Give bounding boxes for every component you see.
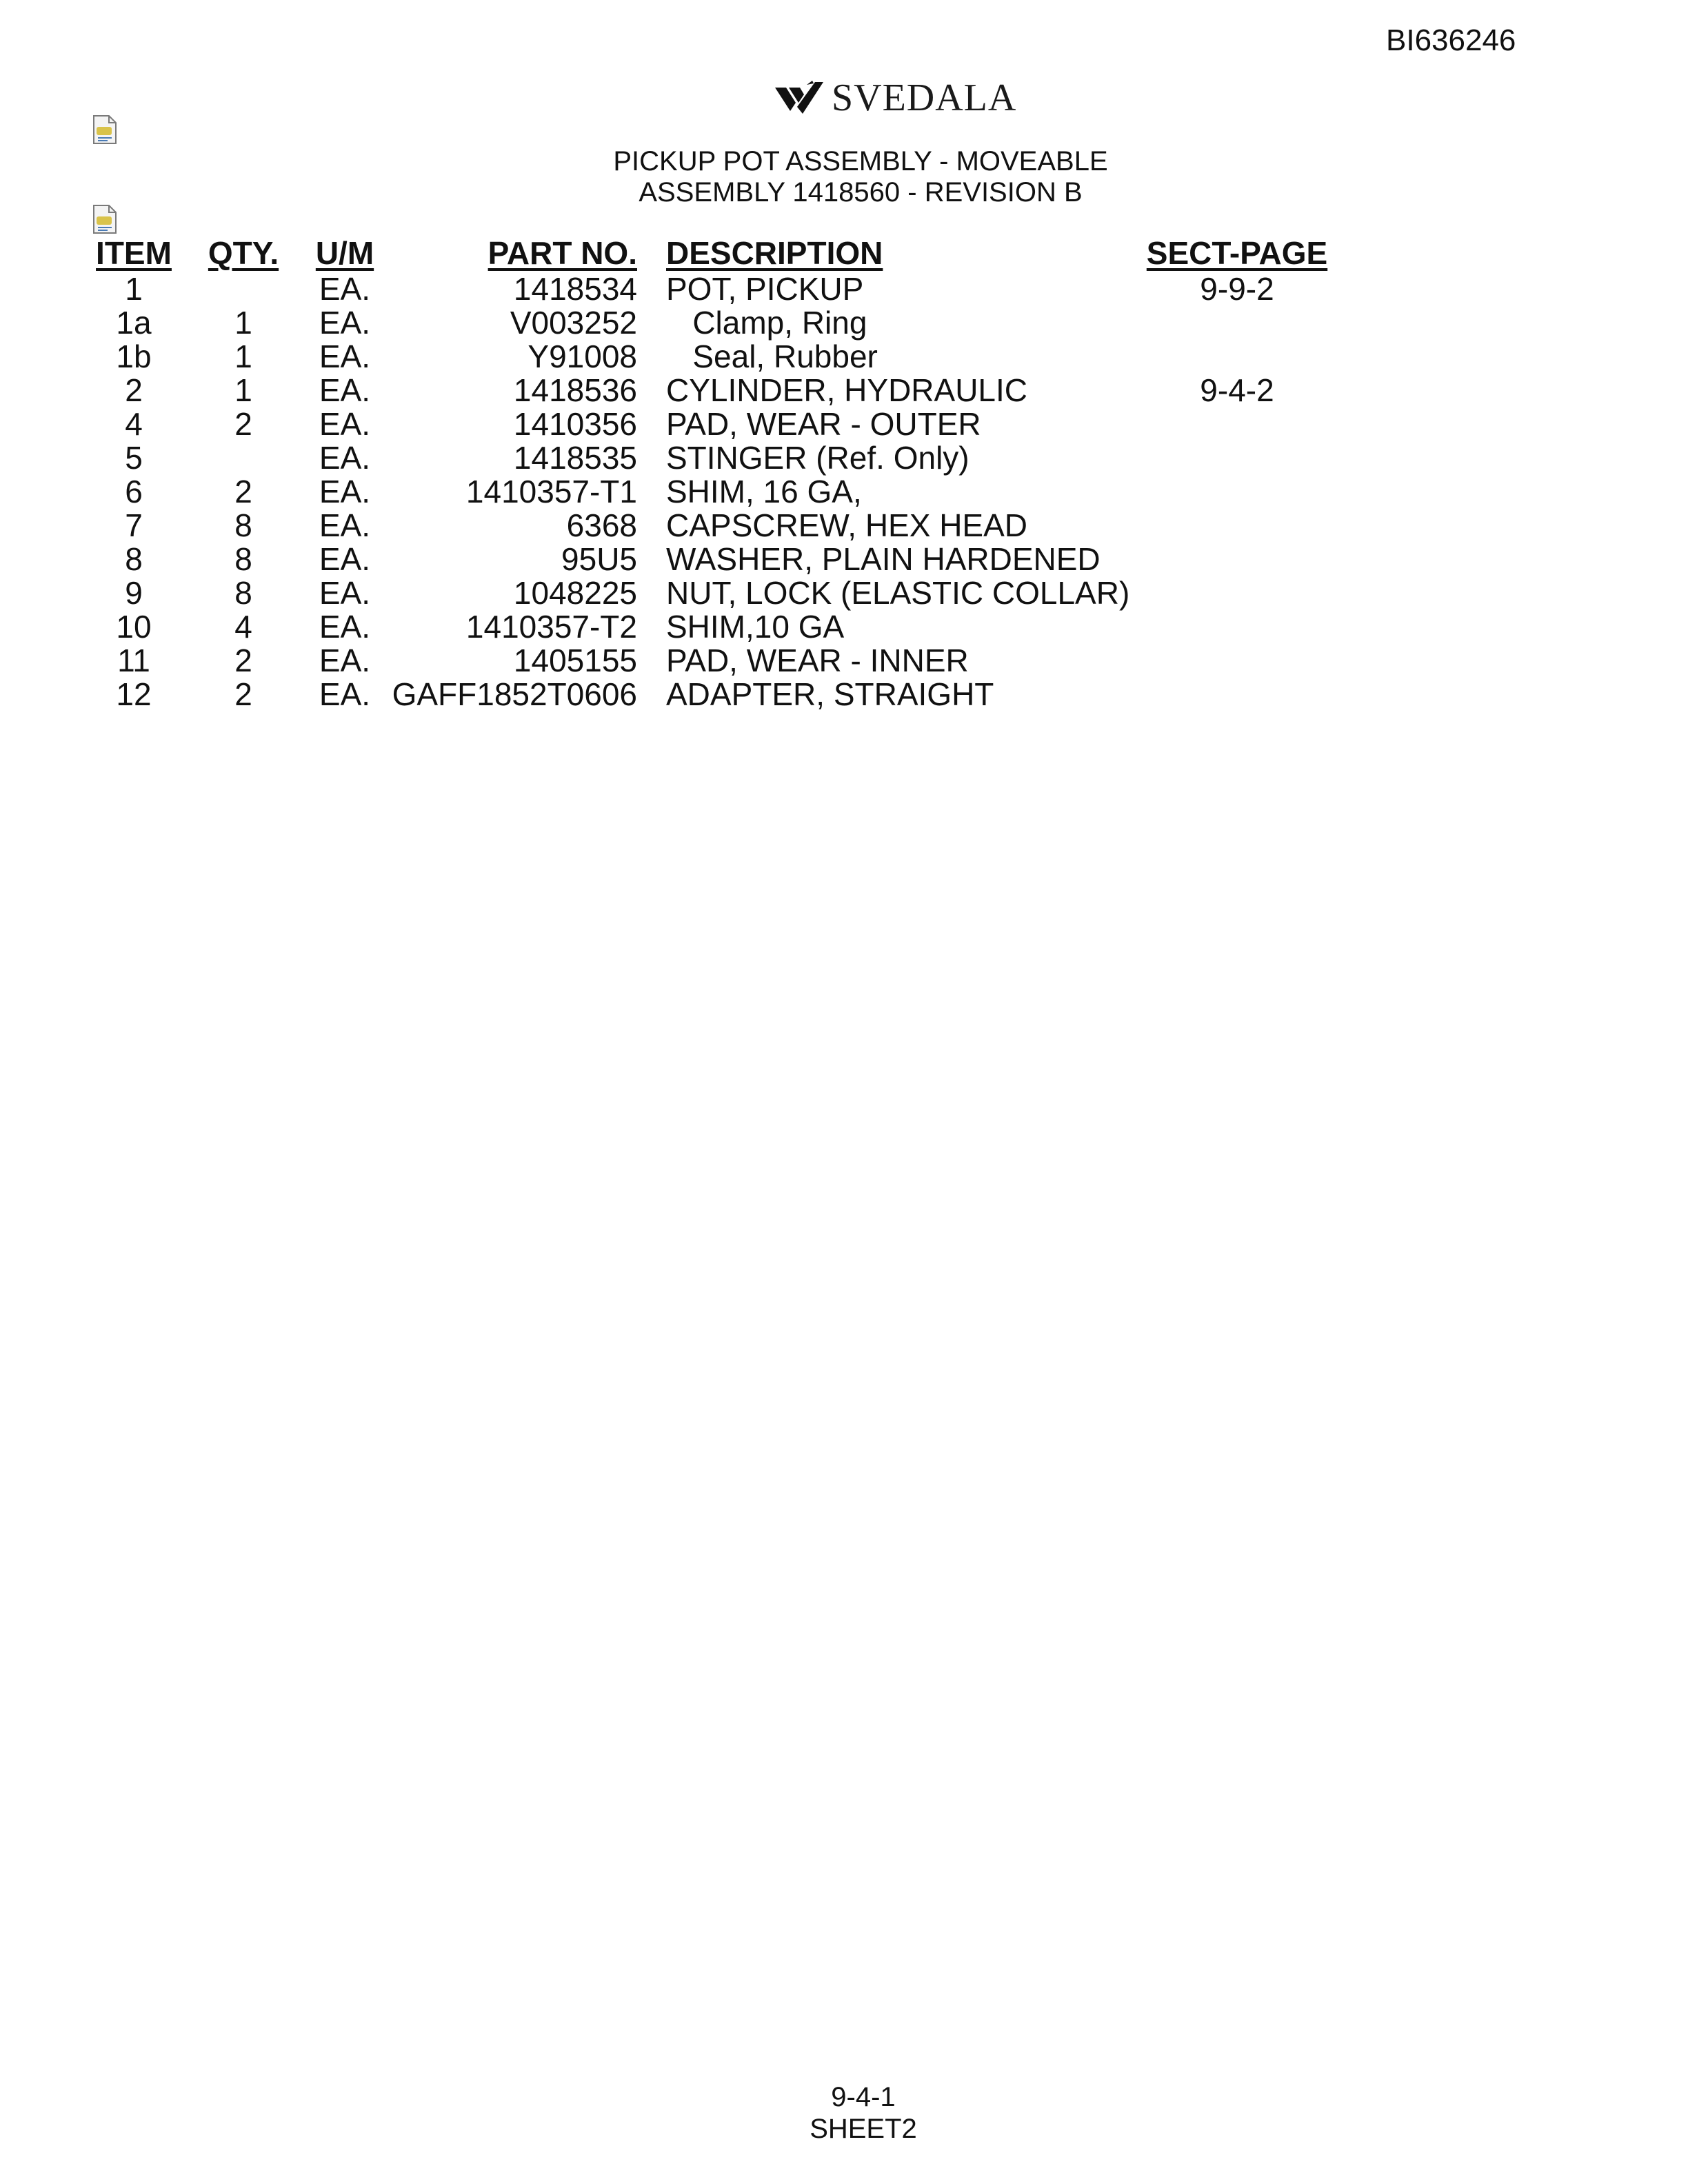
cell-item: 5 xyxy=(125,440,143,476)
cell-um: EA. xyxy=(319,609,371,645)
cell-part-no: 1410356 xyxy=(513,406,637,442)
header-sect-page: SECT-PAGE xyxy=(1146,235,1328,271)
cell-item: 9 xyxy=(125,575,143,611)
cell-part-no: 1405155 xyxy=(513,643,637,678)
cell-part-no: 95U5 xyxy=(561,541,637,577)
cell-um: EA. xyxy=(319,676,371,712)
cell-description: STINGER (Ref. Only) xyxy=(666,440,969,476)
cell-qty: 8 xyxy=(234,507,252,543)
cell-qty: 2 xyxy=(234,406,252,442)
cell-um: EA. xyxy=(319,541,371,577)
cell-qty: 2 xyxy=(234,676,252,712)
cell-description: WASHER, PLAIN HARDENED xyxy=(666,541,1101,577)
cell-item: 11 xyxy=(117,643,150,678)
cell-qty: 2 xyxy=(234,643,252,678)
cell-item: 7 xyxy=(125,507,143,543)
header-description: DESCRIPTION xyxy=(666,235,883,271)
cell-description: POT, PICKUP xyxy=(666,271,864,307)
cell-description: Clamp, Ring xyxy=(666,305,867,341)
cell-part-no: 1410357-T1 xyxy=(465,474,637,509)
title-line-1: PICKUP POT ASSEMBLY - MOVEABLE xyxy=(613,146,1108,176)
cell-part-no: V003252 xyxy=(510,305,637,341)
cell-um: EA. xyxy=(319,507,371,543)
cell-item: 6 xyxy=(125,474,143,509)
document-icon xyxy=(91,204,119,234)
cell-description: SHIM, 16 GA, xyxy=(666,474,862,509)
cell-description: CAPSCREW, HEX HEAD xyxy=(666,507,1027,543)
cell-item: 12 xyxy=(116,676,152,712)
cell-item: 1b xyxy=(116,338,152,374)
cell-part-no: 1410357-T2 xyxy=(465,609,637,645)
cell-description: NUT, LOCK (ELASTIC COLLAR) xyxy=(666,575,1130,611)
cell-description: PAD, WEAR - INNER xyxy=(666,643,969,678)
cell-description: SHIM,10 GA xyxy=(666,609,845,645)
header-um: U/M xyxy=(315,235,374,271)
cell-um: EA. xyxy=(319,440,371,476)
cell-qty: 1 xyxy=(234,305,252,341)
cell-description: Seal, Rubber xyxy=(666,338,878,374)
cell-um: EA. xyxy=(319,305,371,341)
cell-item: 10 xyxy=(116,609,152,645)
cell-item: 1a xyxy=(116,305,152,341)
footer-sheet: SHEET2 xyxy=(810,2114,917,2144)
document-id: BI636246 xyxy=(1386,23,1516,57)
cell-um: EA. xyxy=(319,575,371,611)
document-icon xyxy=(91,114,119,145)
header-item: ITEM xyxy=(96,235,172,271)
cell-part-no: Y91008 xyxy=(528,338,637,374)
cell-item: 2 xyxy=(125,372,143,408)
cell-description: CYLINDER, HYDRAULIC xyxy=(666,372,1027,408)
cell-um: EA. xyxy=(319,338,371,374)
cell-um: EA. xyxy=(319,474,371,509)
title-line-2: ASSEMBLY 1418560 - REVISION B xyxy=(639,177,1083,208)
cell-part-no: 1048225 xyxy=(513,575,637,611)
cell-qty: 4 xyxy=(234,609,252,645)
cell-part-no: 1418534 xyxy=(513,271,637,307)
cell-sect-page: 9-9-2 xyxy=(1200,271,1274,307)
cell-item: 4 xyxy=(125,406,143,442)
cell-qty: 1 xyxy=(234,372,252,408)
cell-part-no: GAFF1852T0606 xyxy=(392,676,637,712)
cell-um: EA. xyxy=(319,271,371,307)
cell-item: 8 xyxy=(125,541,143,577)
cell-qty: 2 xyxy=(234,474,252,509)
svedala-chevron-logo-icon xyxy=(772,79,827,117)
cell-qty: 8 xyxy=(234,575,252,611)
cell-qty: 8 xyxy=(234,541,252,577)
cell-item: 1 xyxy=(125,271,143,307)
cell-part-no: 6368 xyxy=(566,507,637,543)
cell-part-no: 1418535 xyxy=(513,440,637,476)
cell-sect-page: 9-4-2 xyxy=(1200,372,1274,408)
cell-um: EA. xyxy=(319,643,371,678)
cell-um: EA. xyxy=(319,406,371,442)
header-qty: QTY. xyxy=(208,235,279,271)
footer-page: 9-4-1 xyxy=(831,2082,896,2112)
cell-qty: 1 xyxy=(234,338,252,374)
brand-name: SVEDALA xyxy=(832,77,1017,119)
header-part-no: PART NO. xyxy=(488,235,637,271)
brand-logo xyxy=(772,76,1016,120)
cell-description: PAD, WEAR - OUTER xyxy=(666,406,981,442)
cell-um: EA. xyxy=(319,372,371,408)
cell-description: ADAPTER, STRAIGHT xyxy=(666,676,994,712)
cell-part-no: 1418536 xyxy=(513,372,637,408)
